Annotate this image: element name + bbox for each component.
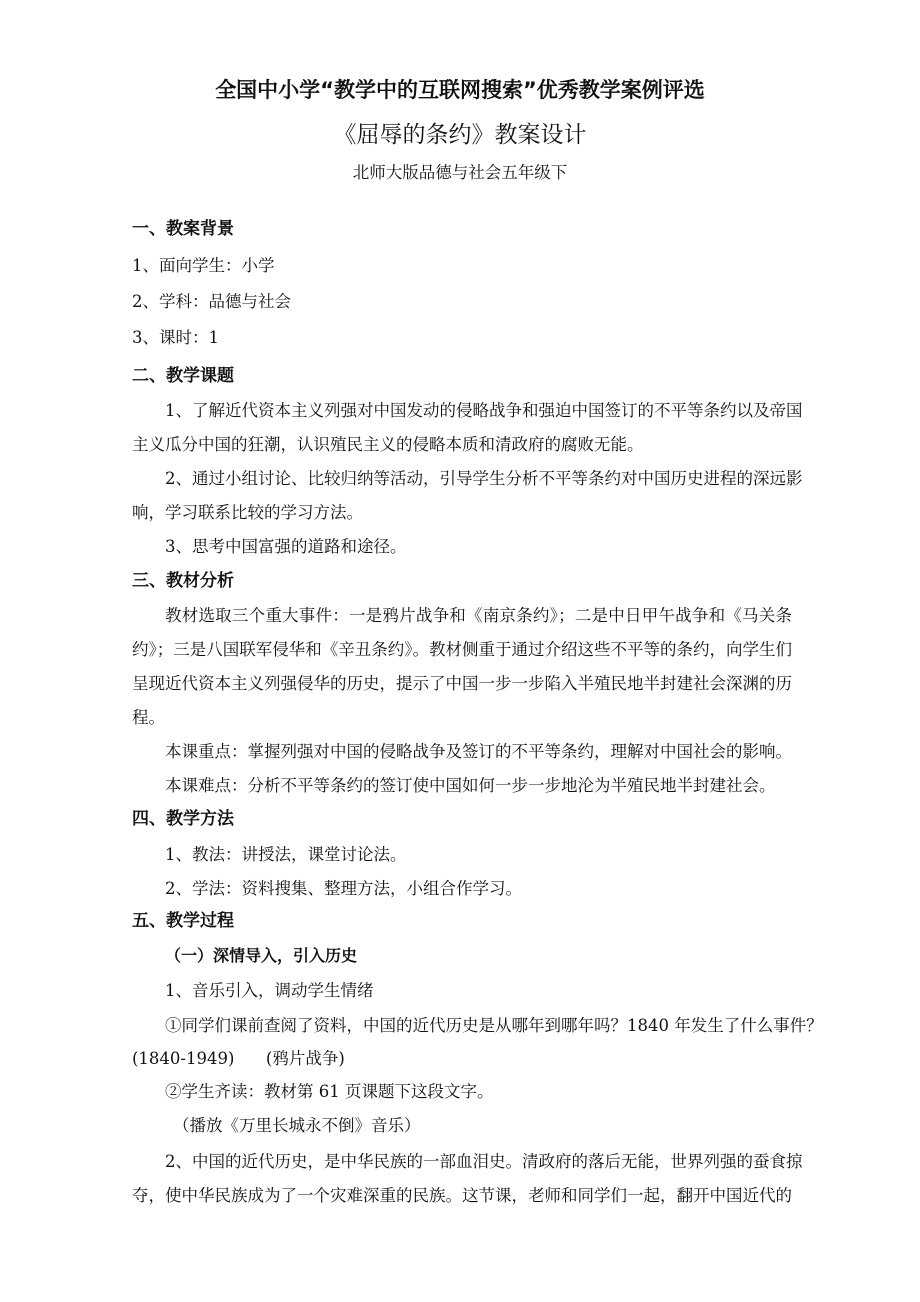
paragraph-line: 约》；三是八国联军侵华和《辛丑条约》。教材侧重于通过介绍这些不平等的条约，向学生们: [132, 640, 792, 659]
paragraph-line: 夺，使中华民族成为了一个灾难深重的民族。这节课，老师和同学们一起，翻开中国近代的: [132, 1186, 792, 1205]
section-heading-topic: 二、教学课题: [132, 366, 234, 386]
paragraph-line: 1、音乐引入，调动学生情绪: [165, 981, 374, 1000]
paragraph-line: 教材选取三个重大事件：一是鸦片战争和《南京条约》；二是中日甲午战争和《马关条: [165, 606, 792, 625]
paragraph-line: 1、了解近代资本主义列强对中国发动的侵略战争和强迫中国签订的不平等条约以及帝国: [165, 401, 803, 420]
section-heading-materials: 三、教材分析: [132, 571, 234, 591]
section-heading-background: 一、教案背景: [132, 219, 234, 239]
list-item: 2、学科：品德与社会: [132, 292, 291, 311]
paragraph-line: 呈现近代资本主义列强侵华的历史，提示了中国一步一步陷入半殖民地半封建社会深渊的历: [132, 674, 792, 693]
lesson-title: 《屈辱的条约》教案设计: [333, 122, 587, 148]
list-item: 2、学法：资料搜集、整理方法，小组合作学习。: [165, 879, 522, 898]
paragraph-line: ②学生齐读：教材第 61 页课题下这段文字。: [165, 1082, 494, 1101]
paragraph-line: (1840-1949) (鸦片战争): [132, 1049, 345, 1068]
paragraph-line: 程。: [132, 708, 165, 727]
subtitle: 北师大版品德与社会五年级下: [352, 163, 568, 182]
subsection-heading: （一）深情导入，引入历史: [165, 946, 358, 965]
paragraph-line: ①同学们课前查阅了资料，中国的近代历史是从哪年到哪年吗？1840 年发生了什么事件？: [165, 1016, 823, 1035]
paragraph-line: （播放《万里长城永不倒》音乐）: [173, 1116, 421, 1135]
difficult-point: 本课难点：分析不平等条约的签订使中国如何一步一步地沦为半殖民地半封建社会。: [165, 776, 776, 795]
list-item: 1、教法：讲授法，课堂讨论法。: [165, 845, 407, 864]
section-heading-process: 五、教学过程: [132, 911, 234, 931]
document-title: 全国中小学“教学中的互联网搜索”优秀教学案例评选: [215, 78, 705, 102]
paragraph-line: 2、通过小组讨论、比较归纳等活动，引导学生分析不平等条约对中国历史进程的深远影: [165, 469, 803, 488]
section-heading-methods: 四、教学方法: [132, 809, 234, 829]
list-item: 3、课时：1: [132, 328, 219, 347]
paragraph-line: 2、中国的近代历史，是中华民族的一部血泪史。清政府的落后无能，世界列强的蚕食掠: [165, 1152, 803, 1171]
list-item: 1、面向学生：小学: [132, 256, 275, 275]
key-point: 本课重点：掌握列强对中国的侵略战争及签订的不平等条约，理解对中国社会的影响。: [165, 742, 792, 761]
paragraph-line: 3、思考中国富强的道路和途径。: [165, 537, 407, 556]
paragraph-line: 主义瓜分中国的狂潮，认识殖民主义的侵略本质和清政府的腐败无能。: [132, 435, 644, 454]
paragraph-line: 响，学习联系比较的学习方法。: [132, 503, 363, 522]
